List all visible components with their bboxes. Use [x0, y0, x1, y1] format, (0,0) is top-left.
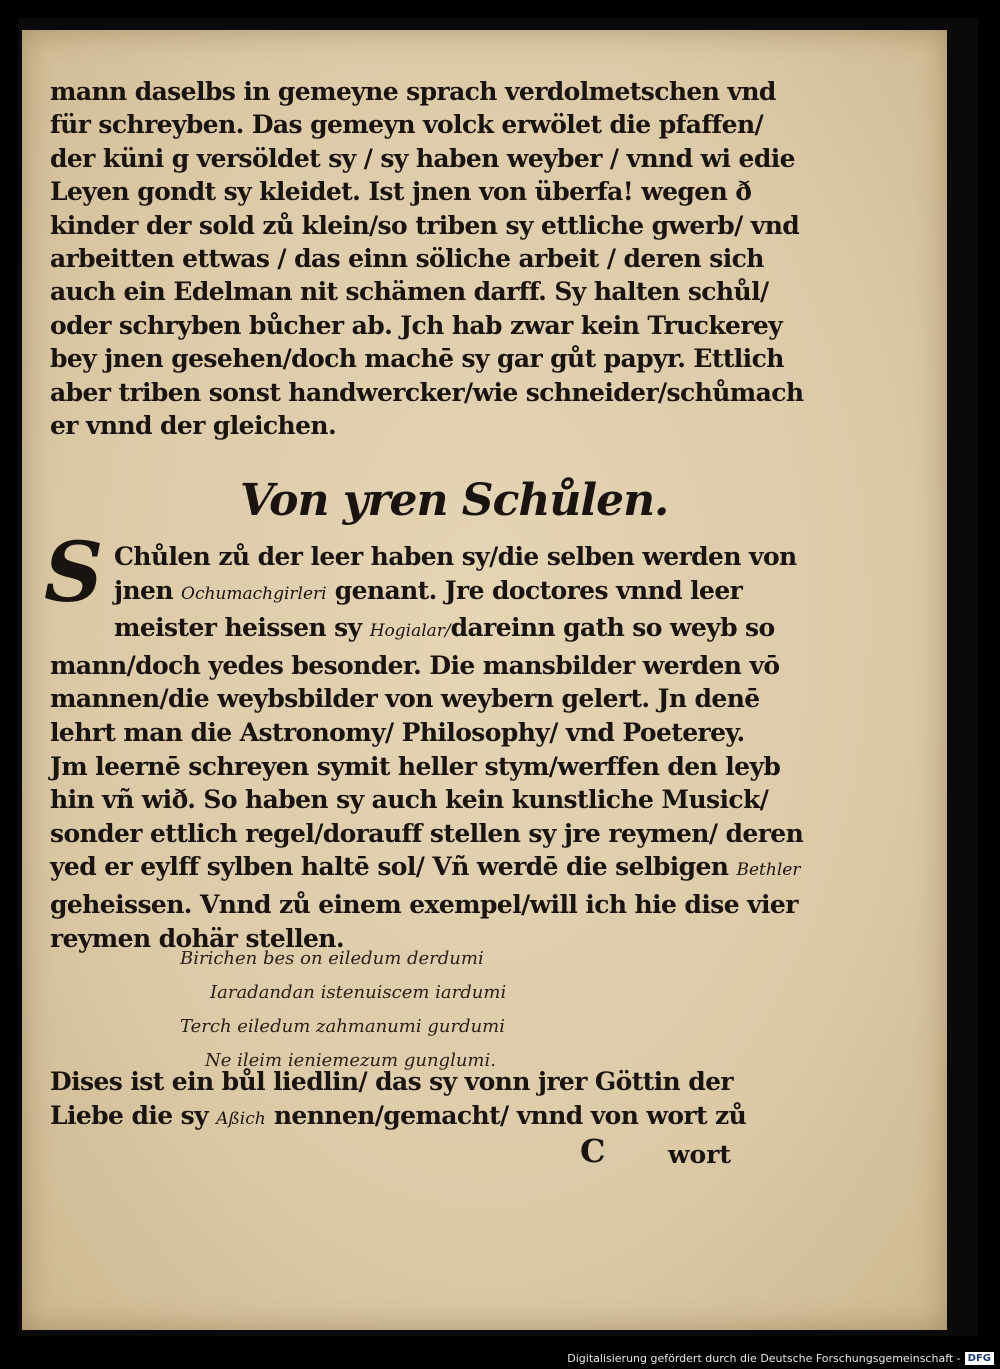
signature-mark: C	[580, 1132, 606, 1170]
decorated-initial: S	[44, 525, 103, 621]
text-line: aber triben sonst handwercker/wie schneider/schůmach	[50, 377, 804, 407]
text-line: der küni g versöldet sy / sy haben weyber / vnnd wi edie	[50, 143, 795, 173]
text-fragment: genant. Jre doctores vnnd leer	[326, 575, 743, 605]
text-line: geheissen. Vnnd zů einem exempel/will ich hie dise vier	[50, 889, 798, 919]
text-line: Leyen gondt sy kleidet. Ist jnen von überfa! wegen ð	[50, 177, 752, 207]
text-line: auch ein Edelman nit schämen darff. Sy halten schůl/	[50, 277, 769, 307]
text-line: oder schryben bůcher ab. Jch hab zwar kein Truckerey	[50, 310, 783, 340]
footer-text: Digitalisierung gefördert durch die Deutsche Forschungsgemeinschaft -	[567, 1352, 961, 1365]
text-line: Chůlen zů der leer haben sy/die selben werden von	[114, 542, 797, 571]
foreign-term: Hogialar/	[369, 621, 451, 642]
foreign-term: Bethler	[736, 860, 801, 881]
text-line: mann daselbs in gemeyne sprach verdolmetschen vnd	[50, 77, 776, 106]
text-line: bey jnen gesehen/doch machē sy gar gůt papyr. Ettlich	[50, 344, 784, 374]
verse-line: Birichen bes on eiledum derdumi	[180, 948, 484, 969]
text-line: für schreyben. Das gemeyn volck erwölet die pfaffen/	[50, 110, 764, 140]
text-line	[50, 1099, 750, 1136]
text-line: Jm leernē schreyen symit heller stym/werffen den leyb	[50, 751, 781, 781]
paragraph-1	[50, 75, 804, 442]
digitization-footer	[567, 1352, 994, 1365]
text-fragment: dareinn gath so weyb so	[450, 613, 775, 643]
section-heading: Von yren Schůlen.	[240, 475, 669, 526]
text-fragment: Liebe die sy	[50, 1101, 217, 1130]
verse-line: Terch eiledum zahmanumi gurdumi	[180, 1016, 505, 1037]
text-line	[50, 611, 775, 649]
text-fragment: nennen/gemacht/ vnnd von wort zů	[265, 1101, 747, 1130]
text-line	[50, 574, 750, 612]
text-line	[50, 850, 801, 888]
dfg-logo: DFG	[965, 1352, 994, 1365]
text-fragment: meister heissen sy	[114, 613, 370, 643]
text-line: er vnnd der gleichen.	[50, 411, 337, 441]
text-fragment: yed er eylff sylben haltē sol/ Vñ werdē die selbigen	[50, 852, 729, 882]
text-line: mannen/die weybsbilder von weybern gelert. Jn denē	[50, 684, 760, 714]
catchword: wort	[668, 1140, 731, 1169]
verse-line: Iaradandan istenuiscem iardumi	[210, 982, 507, 1003]
verse-line: Ne ileim ieniemezum gunglumi.	[205, 1050, 496, 1071]
text-fragment: jnen	[114, 575, 182, 605]
paragraph-2	[44, 525, 804, 955]
text-line: hin vñ wið. So haben sy auch kein kunstliche Musick/	[50, 785, 769, 815]
text-line: Dises ist ein bůl liedlin/ das sy vonn jrer Göttin der	[50, 1067, 733, 1096]
paragraph-3	[50, 1065, 750, 1136]
text-line: lehrt man die Astronomy/ Philosophy/ vnd Poeterey.	[50, 717, 745, 747]
verse-block	[180, 942, 506, 1078]
text-line: kinder der sold zů klein/so triben sy ettliche gwerb/ vnd	[50, 210, 800, 240]
text-line: arbeitten ettwas / das einn söliche arbeit / deren sich	[50, 244, 764, 274]
text-line: sonder ettlich regel/dorauff stellen sy jre reymen/ deren	[50, 818, 804, 848]
foreign-term: Ochumachgirleri	[181, 583, 327, 604]
text-line: mann/doch yedes besonder. Die mansbilder werden vō	[50, 650, 780, 680]
text-line: reymen dohär stellen.	[50, 923, 344, 953]
foreign-term: Aßich	[216, 1109, 266, 1129]
